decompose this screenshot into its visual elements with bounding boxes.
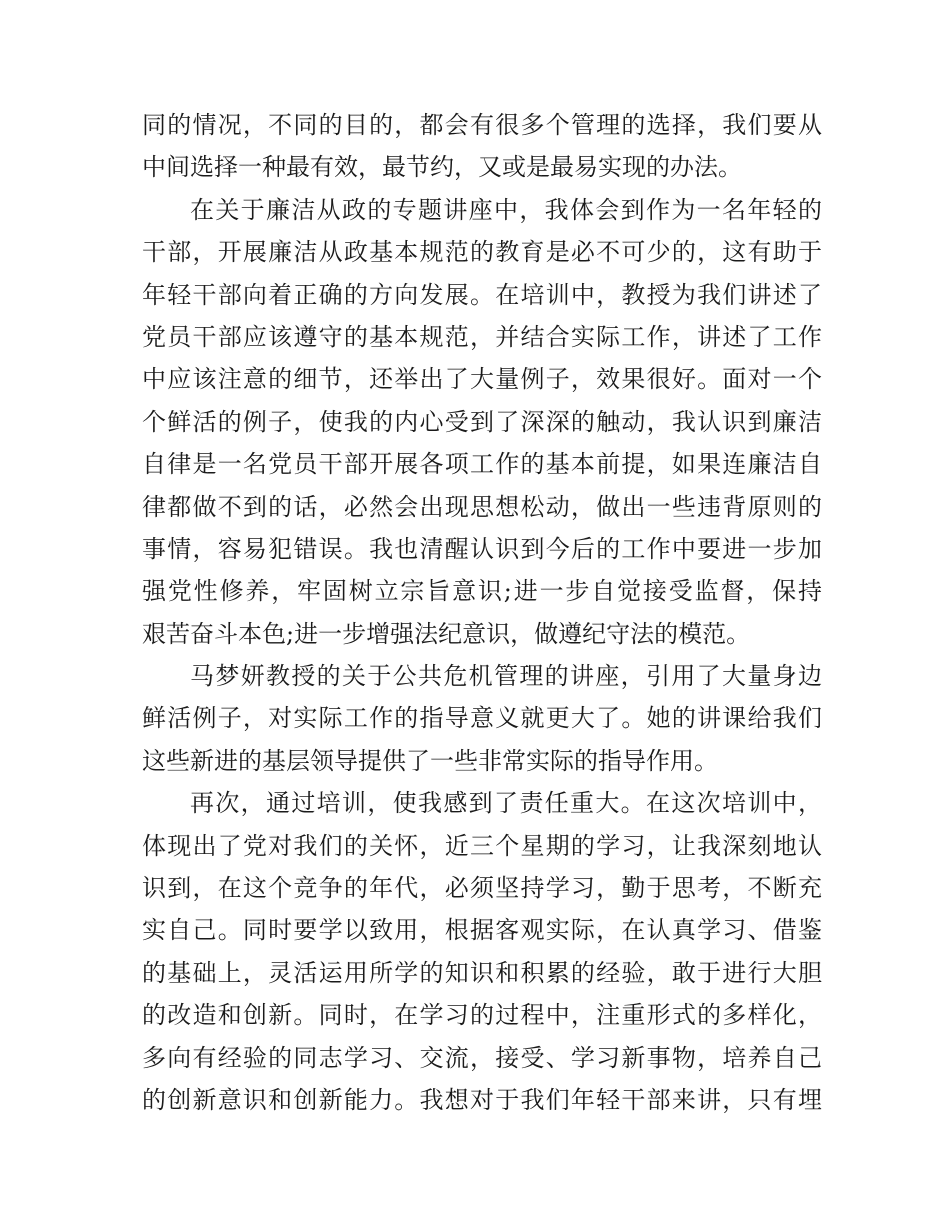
text-line: 自律是一名党员干部开展各项工作的基本前提，如果连廉洁自 xyxy=(142,450,822,479)
text-line: 的创新意识和创新能力。我想对于我们年轻干部来讲，只有埋 xyxy=(142,1085,822,1114)
text-line: 艰苦奋斗本色;进一步增强法纪意识，做遵纪守法的模范。 xyxy=(142,619,751,648)
text-line: 律都做不到的话，必然会出现思想松动，做出一些违背原则的 xyxy=(142,492,822,521)
text-line: 的改造和创新。同时，在学习的过程中，注重形式的多样化， xyxy=(142,1001,822,1030)
text-line: 体现出了党对我们的关怀，近三个星期的学习，让我深刻地认 xyxy=(142,831,822,860)
text-line: 党员干部应该遵守的基本规范，并结合实际工作，讲述了工作 xyxy=(142,322,822,351)
text-line: 鲜活例子，对实际工作的指导意义就更大了。她的讲课给我们 xyxy=(142,704,822,733)
body-text xyxy=(142,104,822,1121)
text-line: 的基础上，灵活运用所学的知识和积累的经验，敢于进行大胆 xyxy=(142,958,822,987)
text-line: 中应该注意的细节，还举出了大量例子，效果很好。面对一个 xyxy=(142,365,822,394)
paragraph-first-line: 在关于廉洁从政的专题讲座中，我体会到作为一名年轻的 xyxy=(190,195,822,224)
paragraph-first-line: 马梦妍教授的关于公共危机管理的讲座，引用了大量身边 xyxy=(190,662,822,691)
text-line: 个鲜活的例子，使我的内心受到了深深的触动，我认识到廉洁 xyxy=(142,407,822,436)
text-line: 同的情况，不同的目的，都会有很多个管理的选择，我们要从 xyxy=(142,111,822,139)
text-line: 多向有经验的同志学习、交流，接受、学习新事物，培养自己 xyxy=(142,1043,822,1072)
text-line: 强党性修养，牢固树立宗旨意识;进一步自觉接受监督，保持 xyxy=(142,577,822,606)
paragraph-first-line: 再次，通过培训，使我感到了责任重大。在这次培训中， xyxy=(190,789,822,818)
text-line: 年轻干部向着正确的方向发展。在培训中，教授为我们讲述了 xyxy=(142,280,822,309)
text-line: 实自己。同时要学以致用，根据客观实际，在认真学习、借鉴 xyxy=(142,916,822,945)
text-line: 识到，在这个竞争的年代，必须坚持学习，勤于思考，不断充 xyxy=(142,874,822,903)
text-line: 这些新进的基层领导提供了一些非常实际的指导作用。 xyxy=(142,746,718,775)
text-line: 中间选择一种最有效，最节约，又或是最易实现的办法。 xyxy=(142,153,742,182)
text-line: 事情，容易犯错误。我也清醒认识到今后的工作中要进一步加 xyxy=(142,534,822,563)
text-line: 干部，开展廉洁从政基本规范的教育是必不可少的，这有助于 xyxy=(142,238,822,267)
